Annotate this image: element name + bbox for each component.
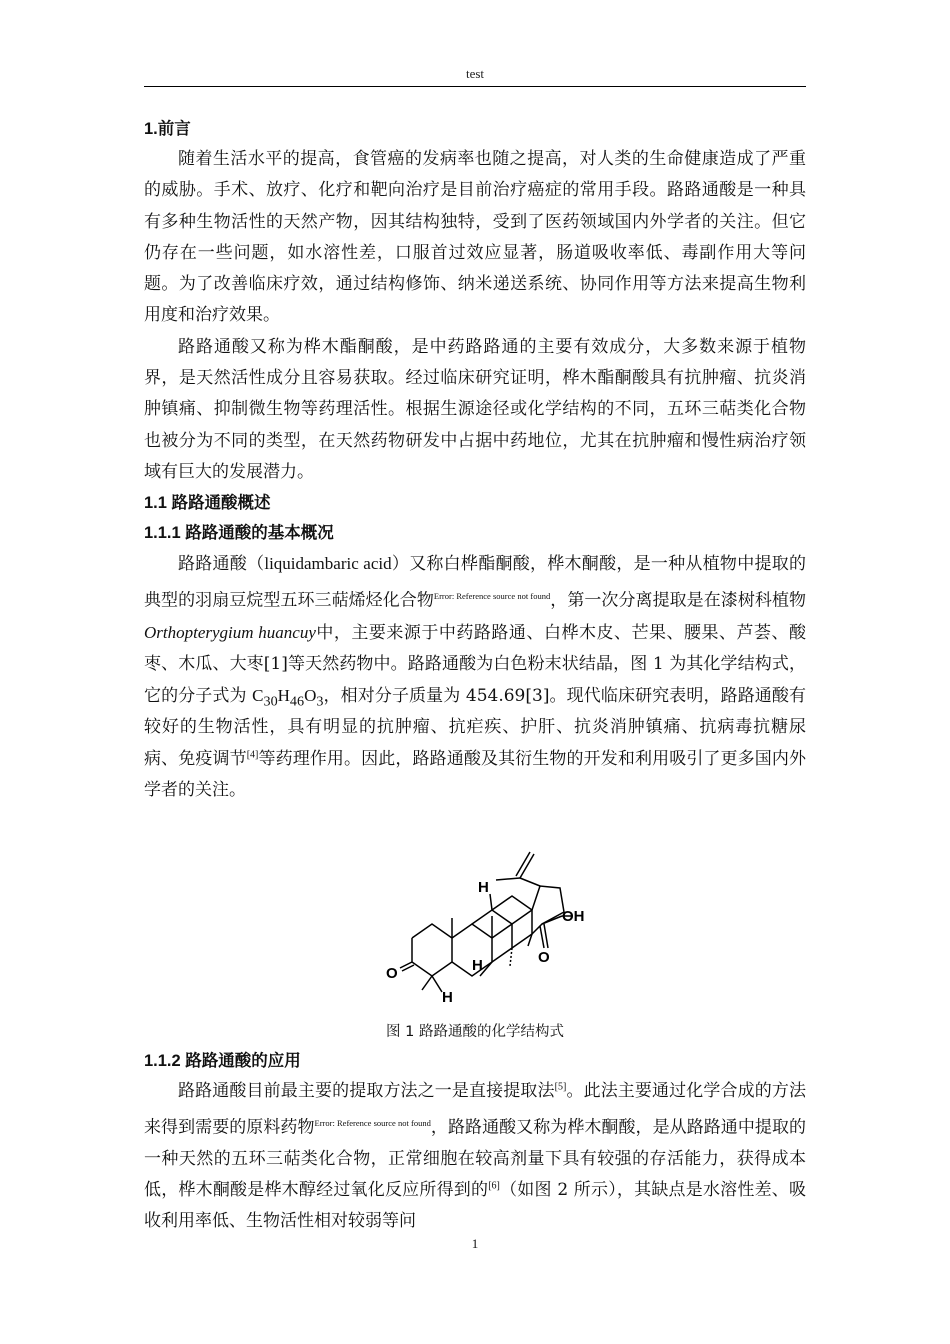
paragraph-intro-1: 随着生活水平的提高，食管癌的发病率也随之提高，对人类的生命健康造成了严重的威胁。手术、放疗、化疗和靶向治疗是目前治疗癌症的常用手段。路路通酸是一种具有多种生物活性的天然产物，因其结构独特，受到了医药领域国内外学者的关注。但它仍存在一些问题，如水溶性差，口服首过效应显著，肠道吸收率低、毒副作用大等问题。为了改善临床疗效，通过结构修饰、纳米递送系统、协同作用等方法来提高生物利用度和治疗效果。	[144, 149, 806, 326]
chemical-structure-image	[382, 820, 585, 1020]
section-heading-1-1: 1.1 路路通酸概述	[144, 494, 271, 513]
citation-6: [6]	[488, 1180, 500, 1192]
svg-text:H: H	[472, 957, 483, 975]
citation-5: [5]	[554, 1081, 567, 1093]
species-name: Orthopterygium huancuy	[144, 622, 316, 642]
citation-4: [4]	[246, 749, 259, 761]
paragraph-application: 路路通酸目前最主要的提取方法之一是直接提取法[5]。此法主要通过化学合成的方法来得到需要的原料药物$^{Error: Reference source not found}$，路路通酸又称为桦木酮酸，是从路路通中提取的一种天然的五环三萜类化合物，正常细胞在较高剂量下具有较强的存活能力，获得成本低，桦木酮酸是桦木醇经过氧化反应所得到的[6]（如图 2 所示），其缺点是水溶性差、吸收利用率低、生物活性相对较弱等问	[144, 1081, 807, 1232]
svg-text:O: O	[538, 949, 550, 967]
svg-text:O: O	[386, 965, 398, 983]
page-number: 1	[471, 1236, 479, 1251]
reference-error: Error: Reference source not found	[314, 1117, 431, 1128]
paragraph-intro-2: 路路通酸又称为桦木酯酮酸，是中药路路通的主要有效成分，大多数来源于植物界，是天然活性成分且容易获取。经过临床研究证明，桦木酯酮酸具有抗肿瘤、抗炎消肿镇痛、抑制微生物等药理活性。根据生源途径或化学结构的不同，五环三萜类化合物也被分为不同的类型，在天然药物研发中占据中药地位，尤其在抗肿瘤和慢性病治疗领域有巨大的发展潜力。	[144, 336, 806, 482]
document-body	[144, 114, 806, 1237]
svg-text:H: H	[442, 989, 453, 1007]
figure-1-caption: 图 1 路路通酸的化学结构式	[386, 1024, 564, 1041]
molecular-formula: $C_{30}H_{46}O_3$	[252, 686, 324, 710]
section-heading-1-1-1: 1.1.1 路路通酸的基本概况	[144, 524, 334, 543]
section-heading-1-1-2: 1.1.2 路路通酸的应用	[144, 1052, 301, 1071]
svg-text:OH: OH	[562, 908, 585, 926]
figure-1	[144, 820, 806, 1020]
header-rule	[144, 86, 806, 87]
paragraph-overview: 路路通酸（liquidambaric acid）又称白桦酯酮酸，桦木酮酸，是一种从植物中提取的典型的羽扇豆烷型五环三萜烯烃化合物$^{Error: Reference source not found}$，第一次分离提取是在漆树科植物 Orthopterygium huancuy中，主要来源于中药路路通、白桦木皮、芒果、腰果、芦荟、酸枣、木瓜、大枣[1]等天然药物中。路路通酸为白色粉末状结晶，图 1 为其化学结构式，它的分子式为 $C_{30}H_{46}O_3$，相对分子质量为 454.69[3]。现代临床研究表明，路路通酸有较好的生物活性，具有明显的抗肿瘤、抗疟疾、护肝、抗炎消肿镇痛、抗病毒抗糖尿病、免疫调节[4]等药理作用。因此，路路通酸及其衍生物的开发和利用吸引了更多国内外学者的关注。	[144, 554, 807, 800]
page-header: test	[465, 66, 485, 81]
reference-error: Error: Reference source not found	[433, 590, 551, 601]
svg-text:H: H	[478, 879, 489, 897]
section-heading-1: 1.前言	[144, 120, 191, 138]
